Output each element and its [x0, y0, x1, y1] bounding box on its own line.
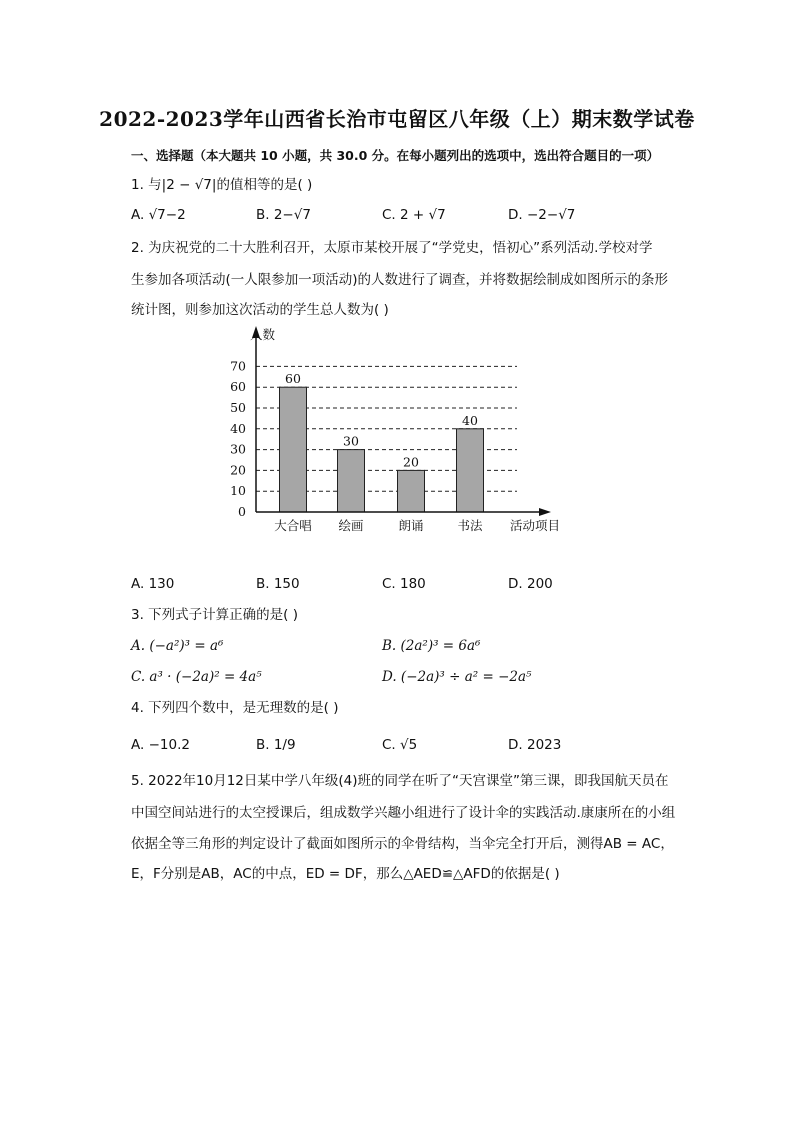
x-tick-label: 书法 — [457, 518, 483, 533]
y-tick-label: 40 — [230, 420, 246, 436]
question-5-stem-line-1: 5. 2022年10月12日某中学八年级(4)班的同学在听了“天宫课堂”第三课，即我国航天员在 — [131, 773, 669, 789]
q3-option-c[interactable]: C. a³ · (−2a)² = 4a⁵ — [131, 669, 262, 685]
bar-value-label: 60 — [285, 371, 301, 387]
question-4-stem: 4. 下列四个数中，是无理数的是( ) — [131, 700, 339, 716]
q3-option-a[interactable]: A. (−a²)³ = a⁶ — [131, 638, 224, 654]
q3-option-b[interactable]: B. (2a²)³ = 6a⁶ — [382, 638, 481, 654]
question-5-stem-line-3: 依据全等三角形的判定设计了截面如图所示的伞骨结构，当伞完全打开后，测得AB = AC， — [131, 836, 674, 852]
question-3-stem: 3. 下列式子计算正确的是( ) — [131, 607, 298, 623]
bar — [398, 470, 425, 512]
q2-option-c[interactable]: C. 180 — [382, 576, 426, 592]
x-tick-label: 绘画 — [338, 518, 364, 533]
question-5-stem-line-2: 中国空间站进行的太空授课后，组成数学兴趣小组进行了设计伞的实践活动.康康所在的小组 — [131, 805, 676, 821]
q1-option-b[interactable]: B. 2−√7 — [256, 207, 311, 223]
bar — [457, 429, 484, 512]
question-1-stem: 1. 与|2 − √7|的值相等的是( ) — [131, 177, 313, 193]
y-tick-label: 0 — [238, 504, 246, 519]
y-tick-label: 60 — [230, 379, 246, 395]
bar-value-label: 20 — [403, 454, 419, 470]
bar — [338, 450, 365, 512]
q1-option-a[interactable]: A. √7−2 — [131, 207, 186, 223]
question-5-stem-line-4: E，F分别是AB，AC的中点，ED = DF，那么△AED≌△AFD的依据是( ) — [131, 866, 560, 882]
bar — [280, 387, 307, 512]
y-tick-label: 50 — [230, 400, 246, 415]
q1-option-d[interactable]: D. −2−√7 — [508, 207, 576, 223]
q2-option-a[interactable]: A. 130 — [131, 576, 175, 592]
section-header: 一、选择题（本大题共 10 小题，共 30.0 分。在每小题列出的选项中，选出符合题目的一项） — [131, 148, 660, 163]
bar-chart — [225, 322, 570, 544]
bar-value-label: 30 — [343, 433, 359, 449]
q4-option-c[interactable]: C. √5 — [382, 737, 418, 753]
q4-option-d[interactable]: D. 2023 — [508, 737, 562, 753]
q4-option-a[interactable]: A. −10.2 — [131, 737, 190, 753]
q4-option-b[interactable]: B. 1/9 — [256, 737, 296, 753]
q1-option-c[interactable]: C. 2 + √7 — [382, 207, 446, 223]
y-tick-label: 30 — [230, 441, 246, 457]
x-tick-label: 朗诵 — [398, 518, 424, 533]
q3-option-d[interactable]: D. (−2a)³ ÷ a² = −2a⁵ — [382, 669, 532, 685]
bar-value-label: 40 — [462, 412, 478, 428]
page-title: 2022-2023学年山西省长治市屯留区八年级（上）期末数学试卷 — [99, 107, 695, 131]
question-2-stem-line-1: 2. 为庆祝党的二十大胜利召开，太原市某校开展了“学党史，悟初心”系列活动.学校对学 — [131, 240, 653, 256]
x-axis-label: 活动项目 — [510, 518, 561, 533]
question-2-stem-line-3: 统计图，则参加这次活动的学生总人数为( ) — [131, 302, 389, 318]
y-tick-label: 10 — [230, 483, 246, 499]
x-axis-arrow — [539, 508, 551, 516]
x-tick-label: 大合唱 — [274, 518, 312, 533]
y-tick-label: 20 — [230, 462, 246, 478]
question-2-stem-line-2: 生参加各项活动(一人限参加一项活动)的人数进行了调查，并将数据绘制成如图所示的条形 — [131, 272, 669, 288]
y-tick-label: 70 — [230, 358, 246, 374]
y-axis-label: 人数 — [250, 327, 276, 342]
q2-option-d[interactable]: D. 200 — [508, 576, 553, 592]
q2-option-b[interactable]: B. 150 — [256, 576, 300, 592]
